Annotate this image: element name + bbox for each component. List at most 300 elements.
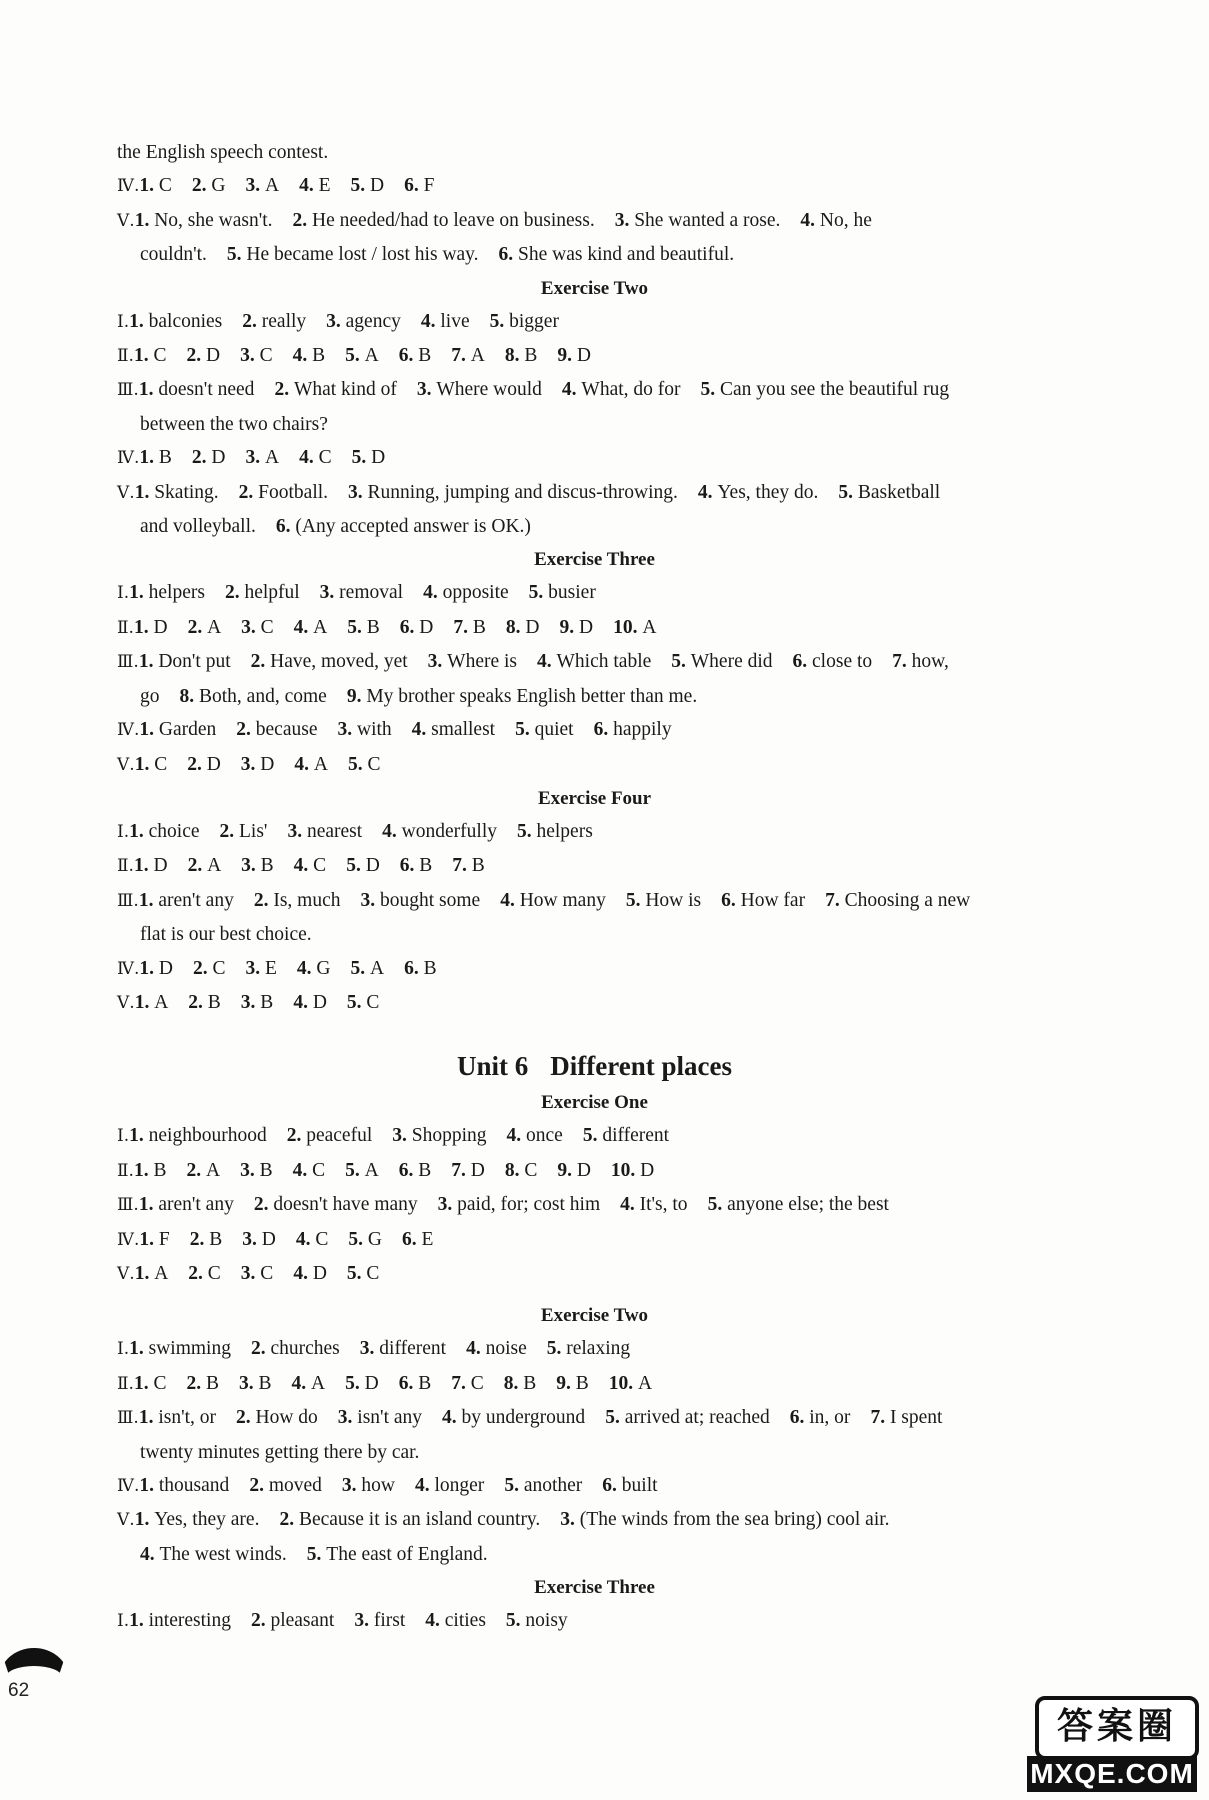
answer-text: D [211,447,226,469]
answer-number: 5. [515,719,535,741]
answer-number: 4. [414,1475,435,1496]
answer-item [347,992,380,1013]
answer-text: A [265,175,280,197]
answer-item [296,1229,329,1250]
answer-line [117,339,1072,373]
answer-number: 3. [326,310,346,332]
answer-text: D [206,753,221,775]
answer-number: 9. [557,345,577,367]
answer-number: 4. [620,1194,640,1216]
answer-text: B [153,1159,167,1181]
answer-item [438,1194,600,1215]
answer-line [117,1538,1072,1571]
answer-text: because [255,719,318,741]
answer-number: 4. [561,379,582,401]
answer-number: 6. [399,855,420,877]
answer-number: 7. [452,855,472,877]
answer-number: 2. [274,379,294,401]
answer-item [294,754,328,775]
answer-text: B [418,345,432,367]
answer-text: C [366,1262,380,1284]
answer-item [139,1194,234,1215]
answer-text: isn't any [357,1407,423,1429]
section-numeral: Ⅴ. [117,1510,135,1531]
answer-item [557,1160,591,1181]
answer-text: C [470,1372,484,1394]
answer-number: 5. [306,1543,327,1565]
answer-item [793,651,873,672]
answer-item [190,1229,223,1250]
answer-text: anyone else; the best [727,1194,889,1216]
answer-line [117,645,1072,679]
answer-line [117,884,1072,918]
answer-number: 6. [498,244,519,266]
answer-text: He needed/had to leave on business. [312,209,595,231]
answer-text: B [259,1159,273,1181]
answer-text: Because it is an island country. [298,1509,541,1531]
answer-text: A [370,957,385,979]
answer-number: 3. [360,889,380,911]
answer-item [466,1338,527,1359]
answer-item [292,1373,326,1394]
answer-item [620,1194,687,1215]
answer-number: 4. [140,1543,160,1565]
answer-text: B [472,616,486,638]
answer-text: A [313,616,328,638]
answer-item [192,447,226,468]
answer-number: 4. [293,1262,313,1284]
answer-item [225,582,300,603]
answer-item [251,1610,334,1631]
answer-text: D [371,447,386,469]
answer-text: Choosing a new [844,889,971,911]
section-numeral: Ⅰ. [117,1339,130,1360]
answer-number: 7. [451,1159,471,1181]
answer-number: 1. [133,616,154,638]
answer-number: 5. [489,310,510,332]
answer-line [117,1469,1072,1503]
answer-text: D [364,1372,379,1394]
answer-text: live [440,310,470,332]
answer-item [129,821,199,842]
answer-number: 4. [411,719,432,741]
answer-item [241,1263,274,1284]
answer-item [671,651,772,672]
answer-number: 1. [129,582,149,604]
answer-item [505,1160,538,1181]
answer-text: bought some [379,889,481,911]
answer-item [236,1407,318,1428]
answer-number: 1. [138,1407,159,1429]
answer-number: 1. [139,957,159,979]
answer-item [139,651,231,672]
answer-item [351,958,385,979]
answer-text: G [316,957,331,979]
answer-number: 1. [134,1262,155,1284]
answer-item [249,1475,322,1496]
answer-text: noise [485,1338,527,1360]
answer-item [609,1373,652,1394]
answer-number: 4. [296,957,317,979]
exercise-heading: Exercise Two [540,277,649,299]
answer-number: 1. [139,447,159,469]
answer-number: 5. [838,481,858,503]
answer-text: Both, and, come [199,685,327,707]
answer-item [425,1610,486,1631]
answer-item [490,311,559,332]
answer-text: C [524,1159,538,1181]
answer-line [117,1223,1072,1257]
answer-item [239,1373,272,1394]
answer-line [117,576,1072,610]
answer-item [129,1338,231,1359]
answer-number: 1. [138,889,159,911]
answer-number: 8. [505,616,526,638]
answer-number: 4. [425,1610,445,1632]
answer-text: No, she wasn't. [154,209,273,231]
answer-number: 2. [279,1509,299,1531]
answer-number: 8. [504,345,525,367]
answer-text: A [207,855,222,877]
section-numeral: Ⅳ. [117,720,140,741]
answer-text: C [212,957,226,979]
answer-text: helpers [536,820,593,842]
answer-number: 1. [138,379,159,401]
answer-item [139,1229,169,1250]
answer-number: 2. [186,345,206,367]
answer-text: She wanted a rose. [634,209,781,231]
answer-number: 2. [249,1475,269,1496]
answer-number: 3. [240,753,261,775]
answer-text: She was kind and beautiful. [518,244,735,266]
answer-text: Which table [556,651,652,673]
answer-text: D [370,175,385,197]
answer-item [529,582,596,603]
answer-text: nearest [306,820,363,842]
answer-item [293,345,326,366]
answer-line [117,204,1072,238]
answer-number: 4. [299,447,319,469]
answer-number: 6. [593,719,614,741]
answer-number: 2. [192,957,213,979]
answer-item [594,719,672,740]
answer-text: Lis' [239,820,268,842]
page-number: 62 [8,1680,30,1701]
answer-text: D [470,1159,485,1181]
answer-item [186,1373,219,1394]
answer-item [348,482,678,503]
answer-text: opposite [442,582,509,604]
answer-text: G [211,175,226,197]
answer-item [800,210,872,231]
answer-item [825,890,970,911]
answer-item [400,855,433,876]
answer-item [192,175,226,196]
section-numeral: Ⅳ. [117,176,140,197]
answer-item [240,345,273,366]
answer-text: A [205,1159,221,1181]
answer-item [134,1160,167,1181]
answer-number: 8. [179,685,199,707]
answer-number: 1. [129,1610,149,1632]
answer-text: C [153,1372,167,1394]
answer-text: Garden [158,719,217,741]
answer-number: 2. [250,651,271,673]
answer-item [562,379,681,400]
answer-text: It's, to [639,1194,688,1216]
answer-item [140,686,160,707]
answer-number: 5. [346,991,367,1013]
unit-title: Unit 6 Different places [457,1051,732,1082]
answer-line [117,238,1072,271]
answer-number: 1. [134,991,155,1013]
answer-number: 7. [451,345,471,367]
answer-text: D [261,1228,276,1250]
answer-text: D [260,753,275,775]
answer-item [838,482,940,503]
answer-item [547,1338,630,1359]
answer-number: 1. [134,1509,155,1531]
answer-number: 6. [398,1372,419,1394]
answer-number: 4. [292,1159,313,1181]
answer-number: 3. [241,855,261,877]
answer-text: What kind of [293,379,397,401]
answer-text: B [209,1228,223,1250]
answer-text: My brother speaks English better than me. [366,685,698,707]
answer-text: go [140,685,160,707]
answer-text: quiet [534,719,574,741]
answer-text: C [313,855,327,877]
answer-item [240,1160,273,1181]
watermark-text: 答案圈 [1035,1696,1199,1760]
answer-text: D [640,1159,655,1181]
answer-item [293,210,595,231]
answer-text: B [524,345,538,367]
answer-text: really [261,310,307,332]
answer-number: 6. [275,516,296,538]
answer-item [135,210,273,231]
answer-number: 5. [505,1610,526,1632]
answer-line [117,611,1072,645]
answer-item [404,958,437,979]
answer-text: How is [645,889,702,911]
answer-line [117,1401,1072,1435]
answer-text: E [421,1228,434,1250]
answer-item [139,447,172,468]
answer-number: 2. [219,820,240,842]
answer-item [559,617,593,638]
answer-number: 2. [188,1262,208,1284]
answer-number: 10. [608,1372,639,1394]
answer-number: 5. [504,1475,524,1496]
answer-item [251,651,408,672]
answer-line [117,1604,1072,1638]
answer-number: 1. [133,855,154,877]
answer-item [412,719,495,740]
answer-number: 2. [250,1338,271,1360]
answer-number: 6. [398,1159,419,1181]
answer-text: C [153,345,167,367]
answer-text: B [260,991,274,1013]
answer-item [307,1544,488,1565]
answer-item [338,1407,422,1428]
answer-number: 4. [293,855,314,877]
answer-number: 2. [186,1372,206,1394]
answer-item [506,1610,568,1631]
answer-key [117,136,1072,1639]
answer-number: 2. [286,1125,307,1147]
answer-number: 3. [241,616,261,638]
answer-text: What, do for [581,379,681,401]
answer-item [421,311,470,332]
answer-item [188,855,222,876]
answer-text: interesting [148,1610,231,1632]
answer-number: 6. [404,957,424,979]
answer-number: 1. [133,1372,154,1394]
answer-number: 1. [129,1125,149,1147]
answer-number: 3. [354,1610,374,1632]
section-numeral: Ⅴ. [117,992,135,1013]
answer-text: paid, for; cost him [457,1194,601,1216]
answer-text: B [158,447,172,469]
answer-item [602,1475,657,1496]
answer-item [139,1407,216,1428]
section-numeral: Ⅲ. [117,380,139,401]
answer-text: by underground [461,1407,586,1429]
answer-item [351,175,385,196]
answer-item [242,1229,276,1250]
answer-item [348,754,381,775]
answer-item [338,719,392,740]
answer-text: different [379,1338,447,1360]
answer-line [117,1188,1072,1222]
answer-item [537,651,651,672]
answer-item [293,1263,327,1284]
answer-line [117,1119,1072,1153]
answer-text: How many [519,889,606,911]
answer-text: I spent [889,1407,943,1429]
answer-line: between the two chairs? [140,413,328,435]
answer-line [117,952,1072,986]
answer-text: B [205,1372,219,1394]
answer-text: Skating. [154,481,219,503]
answer-number: 2. [250,1610,271,1632]
answer-text: B [471,855,485,877]
answer-item [299,447,332,468]
page-number-tab [0,1640,60,1740]
answer-item [442,1407,585,1428]
answer-number: 3. [240,345,260,367]
answer-item [297,958,331,979]
answer-item [193,958,226,979]
answer-number: 3. [341,1475,362,1496]
section-numeral: Ⅰ. [117,1611,130,1632]
section-numeral: Ⅳ. [117,448,140,469]
answer-text: C [158,175,172,197]
answer-number: 5. [226,244,247,266]
answer-number: 1. [134,481,155,503]
section-numeral: Ⅰ. [117,821,130,842]
answer-number: 4. [293,616,314,638]
answer-number: 6. [792,651,813,673]
answer-number: 2. [292,209,313,231]
answer-text: (Any accepted answer is OK.) [295,516,531,538]
answer-line [117,815,1072,849]
answer-text: D [153,855,168,877]
answer-line [117,713,1072,747]
answer-text: how [361,1475,395,1496]
answer-item [274,379,396,400]
answer-item [294,617,328,638]
answer-text: C [207,1262,221,1284]
answer-line [117,986,1072,1020]
answer-text: D [419,616,434,638]
answer-number: 5. [347,753,368,775]
answer-text: Is, much [273,889,341,911]
answer-item [708,1194,889,1215]
answer-line: the English speech contest. [117,142,329,163]
answer-item [129,1125,267,1146]
answer-number: 2. [191,447,212,469]
answer-item [135,754,168,775]
answer-text: in, or [809,1407,851,1429]
answer-line [117,1332,1072,1366]
answer-text: arrived at; reached [624,1407,770,1429]
answer-line [117,1257,1072,1291]
answer-text: bigger [509,310,559,332]
answer-number: 1. [129,1338,149,1360]
answer-item [504,1373,537,1394]
answer-item [188,617,222,638]
answer-text: churches [270,1338,340,1360]
answer-text: A [364,1159,379,1181]
answer-text: B [366,616,380,638]
answer-number: 2. [253,1194,274,1216]
answer-item [293,992,327,1013]
answer-number: 3. [245,175,265,197]
answer-number: 3. [348,481,368,503]
answer-item [701,379,950,400]
answer-number: 4. [295,1228,316,1250]
answer-number: 6. [721,889,741,911]
answer-line [117,476,1072,510]
answer-number: 5. [582,1125,603,1147]
answer-item [399,345,432,366]
answer-text: and volleyball. [140,516,256,538]
answer-text: B [419,855,433,877]
answer-text: D [158,957,173,979]
answer-item [254,1194,418,1215]
answer-item [615,210,781,231]
answer-text: pleasant [270,1610,335,1632]
answer-text: C [312,1159,326,1181]
answer-number: 2. [189,1228,210,1250]
exercise-heading: Exercise Three [534,1577,655,1599]
answer-line: flat is our best choice. [140,924,312,946]
answer-item [345,1373,379,1394]
answer-item [613,617,656,638]
section-numeral: Ⅱ. [117,346,134,367]
answer-number: 6. [401,1228,422,1250]
answer-number: 3. [239,1372,259,1394]
answer-text: smallest [431,719,496,741]
answer-text: first [373,1610,406,1632]
answer-number: 5. [671,651,691,673]
answer-line: twenty minutes getting there by car. [140,1441,420,1463]
answer-item [870,1407,942,1428]
answer-item [129,311,222,332]
answer-number: 4. [292,345,313,367]
